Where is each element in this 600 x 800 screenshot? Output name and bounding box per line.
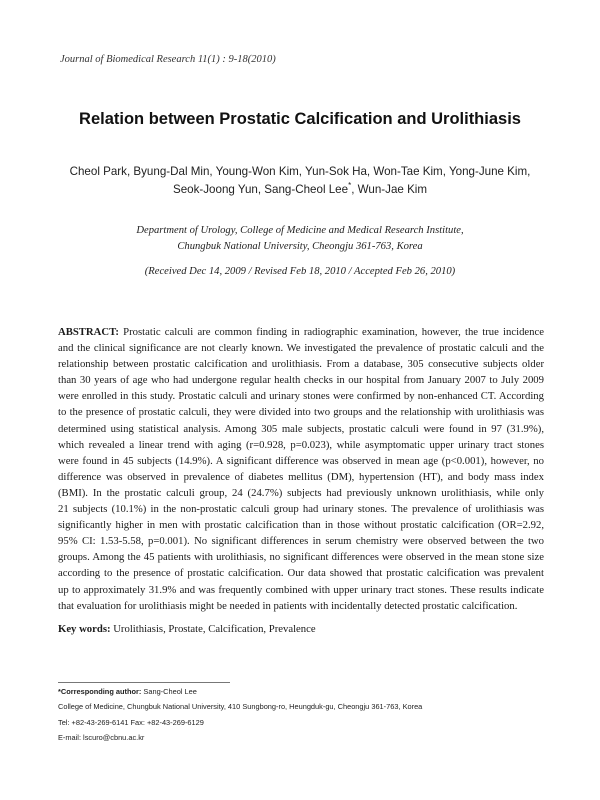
corresponding-telfax: Tel: +82-43-269-6141 Fax: +82-43-269-6129: [58, 717, 204, 727]
correspondence-footnote: [58, 684, 558, 745]
journal-citation: Journal of Biomedical Research 11(1) : 9-18(2010): [60, 54, 276, 65]
affiliation-line-1: Department of Urology, College of Medicine and Medical Research Institute,: [136, 225, 464, 236]
abstract-line: to the presence of prostatic calculi, they were divided into two groups and the relationship with urolithiasis was: [58, 406, 544, 419]
corresponding-email: E-mail: lscuro@cbnu.ac.kr: [58, 732, 145, 742]
abstract-line: 21 subjects (10.1%) in the non-prostatic calculi group had urinary stones. The prevalence of urolithiasis was: [58, 503, 544, 516]
corresponding-author-name: Sang-Cheol Lee: [141, 687, 197, 696]
abstract-line: relationship between prostatic calcification and urolithiasis. From a database, 305 consecutive subjects older: [58, 358, 544, 371]
keywords-label: Key words:: [58, 623, 111, 635]
abstract-line: up to approximately 31.9% and was frequently combined with upper urinary tract stones. These results indicate: [58, 583, 544, 596]
affiliation-line-2: Chungbuk National University, Cheongju 361-763, Korea: [177, 241, 423, 252]
author-line-2-end: , Wun-Jae Kim: [351, 183, 428, 196]
abstract-line: were enrolled in this study. Prostatic calculi and urinary stones were confirmed by non-enhanced CT. According: [58, 390, 544, 403]
abstract-line: significantly higher in men with prostatic calcification than in those without prostatic calcification (OR=2.92,: [58, 519, 544, 532]
abstract-line: according to the presence of prostatic calcification. Our data showed that prostatic calcification was prevalent: [58, 567, 544, 580]
author-list: [50, 163, 550, 199]
received-dates: (Received Dec 14, 2009 / Revised Feb 18, 2010 / Accepted Feb 26, 2010): [144, 266, 456, 277]
affiliation: [50, 223, 550, 255]
abstract-line: were found in 45 subjects (14.9%). A significant difference was observed in mean age (p<0.001), however, no: [58, 454, 544, 467]
abstract-line: than 30 years of age who had undergone regular health checks in our hospital from January 2007 to July 2009: [58, 374, 544, 387]
keywords: [58, 623, 544, 635]
abstract-line: groups. Among the 45 patients with urolithiasis, no significant differences were observed in the mean stone size: [58, 551, 544, 564]
author-line-1: Cheol Park, Byung-Dal Min, Young-Won Kim, Yun-Sok Ha, Won-Tae Kim, Yong-June Kim,: [69, 165, 531, 178]
abstract-line: and the clinical significance are not clearly known. We investigated the prevalence of prostatic calculi and the: [58, 342, 544, 355]
corresponding-author-label: *Corresponding author:: [58, 687, 142, 696]
abstract-line: that evaluation for urolithiasis might be needed in patients with incidentally detected prostatic calcification.: [58, 599, 518, 612]
corresponding-author: [58, 684, 558, 699]
author-line-2: [50, 181, 550, 199]
author-line-2-start: Seok-Joong Yun, Sang-Cheol Lee: [172, 183, 349, 196]
keywords-text: Urolithiasis, Prostate, Calcification, Prevalence: [110, 623, 316, 635]
corresponding-mark: *: [348, 181, 352, 191]
paper-title: Relation between Prostatic Calcification and Urolithiasis: [79, 110, 521, 128]
abstract-line: ABSTRACT: Prostatic calculi are common finding in radiographic examination, however, the true incidence: [58, 326, 544, 338]
corresponding-address: College of Medicine, Chungbuk National University, 410 Sungbong-ro, Heungduk-gu, Cheongju 361-763, Korea: [58, 702, 423, 712]
abstract: [58, 324, 544, 614]
abstract-line: 95% CI: 1.53-5.58, p=0.001). No significant differences in serum chemistry were observed between the two: [58, 535, 544, 548]
abstract-label: ABSTRACT:: [58, 326, 119, 338]
abstract-line: difference was observed in prevalence of diabetes mellitus (DM), hypertension (HT), and body mass index: [58, 470, 544, 483]
abstract-line: which revealed a linear trend with aging (r=0.928, p=0.023), while asymptomatic upper urinary tract stones: [58, 438, 544, 451]
abstract-line: (BMI). In the prostatic calculi group, 24 (24.7%) subjects had previously unknown urolithiasis, while only: [58, 486, 544, 499]
abstract-line: determined using statistical analysis. Among 305 male subjects, prostatic calculi were found in 97 (31.9%),: [58, 422, 544, 435]
footnote-divider: [58, 682, 230, 683]
